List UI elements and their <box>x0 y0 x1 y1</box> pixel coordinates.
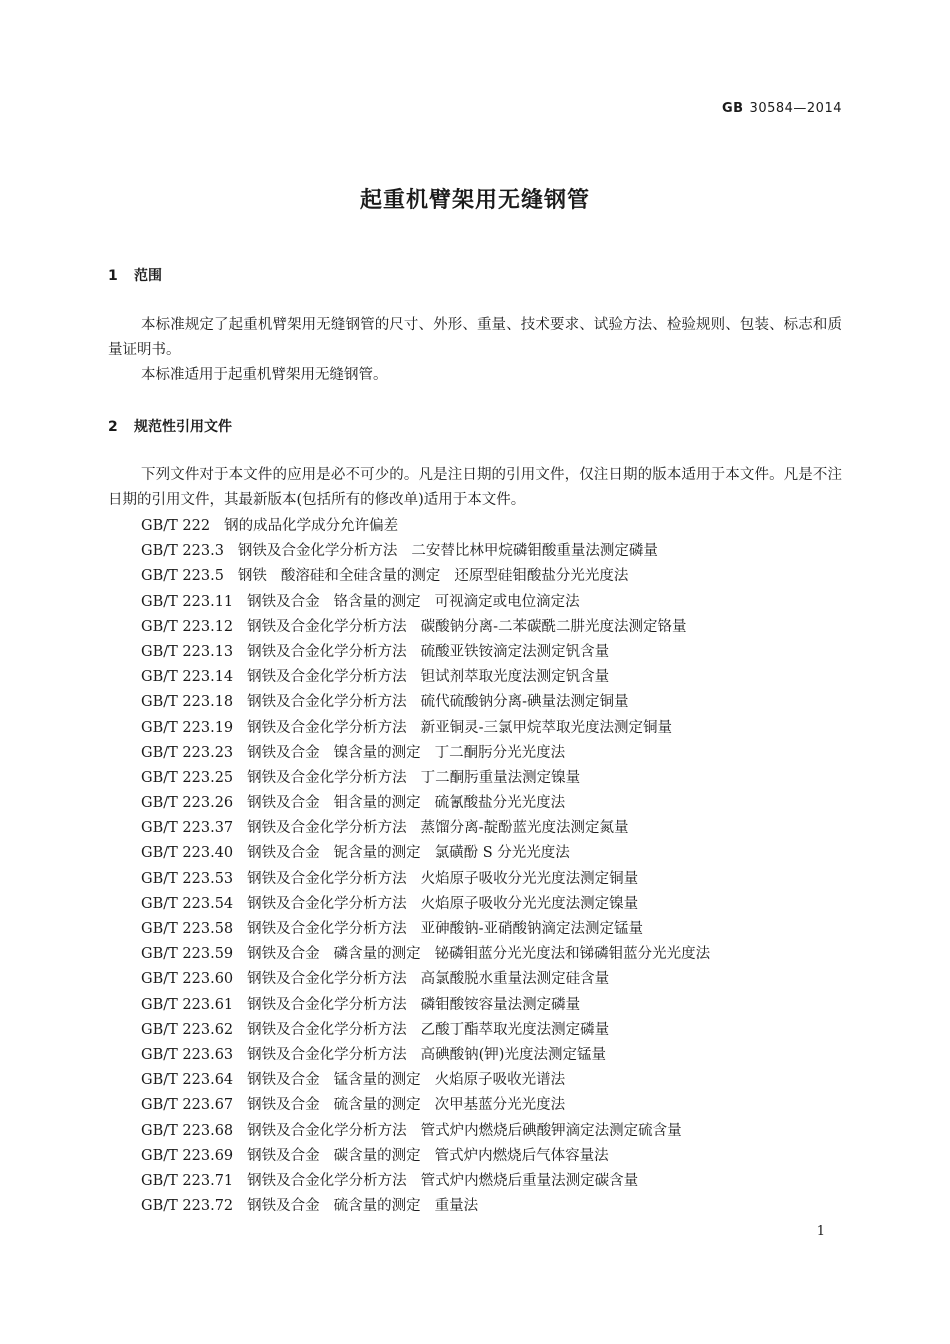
section-1-number: 1 <box>108 268 118 284</box>
reference-code: GB/T 222 <box>141 518 211 534</box>
reference-method: 钽试剂萃取光度法测定钒含量 <box>420 669 610 686</box>
reference-method: 丁二酮肟分光光度法 <box>434 744 566 761</box>
reference-method: 乙酸丁酯萃取光度法测定磷量 <box>420 1021 610 1038</box>
reference-method: 亚砷酸钠-亚硝酸钠滴定法测定锰量 <box>420 921 644 937</box>
reference-title: 钢铁及合金化学分析方法 <box>247 921 407 937</box>
reference-method: 还原型硅钼酸盐分光光度法 <box>454 568 629 585</box>
reference-title: 钢铁 <box>237 568 267 585</box>
reference-code: GB/T 223.69 <box>141 1147 234 1164</box>
reference-code: GB/T 223.67 <box>141 1097 234 1114</box>
reference-item <box>141 665 724 690</box>
reference-method: 丁二酮肟重量法测定镍量 <box>420 769 581 786</box>
reference-code: GB/T 223.60 <box>141 971 234 988</box>
reference-code: GB/T 223.18 <box>141 694 234 711</box>
reference-title: 钢铁及合金化学分析方法 <box>247 971 407 988</box>
section-2-heading <box>108 416 232 436</box>
reference-item <box>141 716 724 741</box>
reference-code: GB/T 223.12 <box>141 618 234 635</box>
reference-code: GB/T 223.59 <box>141 946 234 963</box>
reference-method: 二安替比林甲烷磷钼酸重量法测定磷量 <box>411 543 658 560</box>
reference-item <box>141 1194 724 1219</box>
reference-method: 新亚铜灵-三氯甲烷萃取光度法测定铜量 <box>420 719 673 736</box>
reference-method: 铋磷钼蓝分光光度法和锑磷钼蓝分光光度法 <box>434 946 711 963</box>
reference-title: 钢铁及合金 <box>247 1097 320 1114</box>
reference-title: 钢铁及合金化学分析方法 <box>247 694 407 711</box>
reference-item <box>141 1144 724 1169</box>
reference-method: 高碘酸钠(钾)光度法测定锰量 <box>420 1046 606 1063</box>
reference-item <box>141 690 724 715</box>
reference-title: 钢铁及合金化学分析方法 <box>247 996 407 1013</box>
section-1-paragraph-1: 本标准规定了起重机臂架用无缝钢管的尺寸、外形、重量、技术要求、试验方法、检验规则、包装、标志和质量证明书。 <box>108 317 842 358</box>
reference-code: GB/T 223.3 <box>141 543 224 560</box>
reference-title: 钢铁及合金化学分析方法 <box>247 618 407 635</box>
reference-code: GB/T 223.71 <box>141 1172 234 1189</box>
reference-method: 管式炉内燃烧后气体容量法 <box>434 1147 609 1164</box>
reference-item <box>141 841 724 866</box>
reference-method: 火焰原子吸收光谱法 <box>434 1072 566 1089</box>
reference-code: GB/T 223.25 <box>141 769 234 786</box>
reference-item <box>141 539 724 564</box>
section-2-title: 规范性引用文件 <box>134 419 232 435</box>
reference-code: GB/T 223.64 <box>141 1072 234 1089</box>
reference-item <box>141 791 724 816</box>
reference-code: GB/T 223.19 <box>141 719 234 736</box>
reference-method: 氯磺酚 S 分光光度法 <box>434 845 570 862</box>
reference-method: 重量法 <box>434 1198 479 1215</box>
reference-title: 钢铁及合金 <box>247 744 320 761</box>
reference-item <box>141 1068 724 1093</box>
reference-item <box>141 1043 724 1068</box>
reference-title: 钢铁及合金化学分析方法 <box>237 543 398 560</box>
section-1-paragraph-2: 本标准适用于起重机臂架用无缝钢管。 <box>141 367 388 383</box>
reference-code: GB/T 223.13 <box>141 643 234 660</box>
reference-title: 钢铁及合金化学分析方法 <box>247 1021 407 1038</box>
reference-method: 可视滴定或电位滴定法 <box>434 593 580 610</box>
document-title: 起重机臂架用无缝钢管 <box>359 188 590 213</box>
reference-subtitle: 钼含量的测定 <box>333 795 421 812</box>
reference-item <box>141 741 724 766</box>
section-2-intro: 下列文件对于本文件的应用是必不可少的。凡是注日期的引用文件，仅注日期的版本适用于本文件。凡是不注日期的引用文件，其最新版本(包括所有的修改单)适用于本文件。 <box>108 467 842 508</box>
reference-code: GB/T 223.54 <box>141 895 234 912</box>
section-1-heading <box>108 265 162 285</box>
standard-prefix: GB <box>721 101 744 116</box>
reference-item <box>141 766 724 791</box>
reference-item <box>141 514 724 539</box>
reference-code: GB/T 223.68 <box>141 1122 234 1139</box>
reference-item <box>141 942 724 967</box>
reference-title: 钢铁及合金 <box>247 593 320 610</box>
reference-subtitle: 铌含量的测定 <box>333 845 421 862</box>
reference-item <box>141 615 724 640</box>
section-2-number: 2 <box>108 419 118 435</box>
reference-title: 钢铁及合金 <box>247 946 320 963</box>
reference-item <box>141 816 724 841</box>
reference-code: GB/T 223.37 <box>141 820 234 837</box>
reference-method: 火焰原子吸收分光光度法测定镍量 <box>420 895 639 912</box>
reference-title: 钢铁及合金化学分析方法 <box>247 820 407 837</box>
standard-code <box>722 101 842 116</box>
reference-item <box>141 967 724 992</box>
reference-title: 钢的成品化学成分允许偏差 <box>224 518 399 534</box>
reference-code: GB/T 223.40 <box>141 845 234 862</box>
reference-subtitle: 铬含量的测定 <box>333 593 421 610</box>
reference-title: 钢铁及合金化学分析方法 <box>247 1172 407 1189</box>
reference-item <box>141 867 724 892</box>
reference-method: 次甲基蓝分光光度法 <box>434 1097 566 1114</box>
reference-item <box>141 1018 724 1043</box>
reference-code: GB/T 223.23 <box>141 744 234 761</box>
reference-item <box>141 590 724 615</box>
reference-title: 钢铁及合金化学分析方法 <box>247 719 407 736</box>
reference-method: 硫代硫酸钠分离-碘量法测定铜量 <box>420 694 629 711</box>
reference-method: 火焰原子吸收分光光度法测定铜量 <box>420 870 639 887</box>
reference-code: GB/T 223.26 <box>141 795 234 812</box>
reference-code: GB/T 223.5 <box>141 568 224 585</box>
reference-title: 钢铁及合金化学分析方法 <box>247 1122 407 1139</box>
reference-title: 钢铁及合金 <box>247 1072 320 1089</box>
reference-code: GB/T 223.53 <box>141 870 234 887</box>
reference-item <box>141 1093 724 1118</box>
reference-list <box>141 514 724 1219</box>
reference-item <box>141 1119 724 1144</box>
reference-item <box>141 1169 724 1194</box>
reference-subtitle: 酸溶硅和全硅含量的测定 <box>280 568 441 585</box>
reference-item <box>141 564 724 589</box>
reference-method: 硫酸亚铁铵滴定法测定钒含量 <box>420 643 610 660</box>
section-1-title: 范围 <box>134 268 162 284</box>
reference-subtitle: 锰含量的测定 <box>333 1072 421 1089</box>
reference-subtitle: 硫含量的测定 <box>333 1198 421 1215</box>
reference-method: 管式炉内燃烧后重量法测定碳含量 <box>420 1172 639 1189</box>
reference-item <box>141 917 724 942</box>
reference-item <box>141 640 724 665</box>
reference-method: 硫氰酸盐分光光度法 <box>434 795 566 812</box>
reference-title: 钢铁及合金 <box>247 1147 320 1164</box>
reference-item <box>141 993 724 1018</box>
reference-method: 磷钼酸铵容量法测定磷量 <box>420 996 581 1013</box>
reference-code: GB/T 223.72 <box>141 1198 234 1215</box>
reference-item <box>141 892 724 917</box>
reference-code: GB/T 223.61 <box>141 996 234 1013</box>
reference-method: 高氯酸脱水重量法测定硅含量 <box>420 971 610 988</box>
reference-subtitle: 硫含量的测定 <box>333 1097 421 1114</box>
reference-subtitle: 磷含量的测定 <box>333 946 421 963</box>
page-number: 1 <box>816 1224 825 1239</box>
reference-title: 钢铁及合金 <box>247 1198 320 1215</box>
reference-code: GB/T 223.58 <box>141 921 234 937</box>
reference-subtitle: 碳含量的测定 <box>333 1147 421 1164</box>
reference-code: GB/T 223.62 <box>141 1021 234 1038</box>
reference-title: 钢铁及合金 <box>247 845 320 862</box>
reference-title: 钢铁及合金化学分析方法 <box>247 669 407 686</box>
reference-title: 钢铁及合金化学分析方法 <box>247 895 407 912</box>
reference-code: GB/T 223.63 <box>141 1046 234 1063</box>
reference-code: GB/T 223.11 <box>141 593 234 610</box>
reference-title: 钢铁及合金化学分析方法 <box>247 870 407 887</box>
reference-method: 蒸馏分离-靛酚蓝光度法测定氮量 <box>420 820 629 837</box>
reference-title: 钢铁及合金化学分析方法 <box>247 643 407 660</box>
reference-subtitle: 镍含量的测定 <box>333 744 421 761</box>
reference-method: 碳酸钠分离-二苯碳酰二肼光度法测定铬量 <box>420 618 687 635</box>
reference-code: GB/T 223.14 <box>141 669 234 686</box>
reference-method: 管式炉内燃烧后碘酸钾滴定法测定硫含量 <box>420 1122 682 1139</box>
reference-title: 钢铁及合金 <box>247 795 320 812</box>
reference-title: 钢铁及合金化学分析方法 <box>247 1046 407 1063</box>
reference-title: 钢铁及合金化学分析方法 <box>247 769 407 786</box>
standard-number: 30584—2014 <box>749 101 842 116</box>
